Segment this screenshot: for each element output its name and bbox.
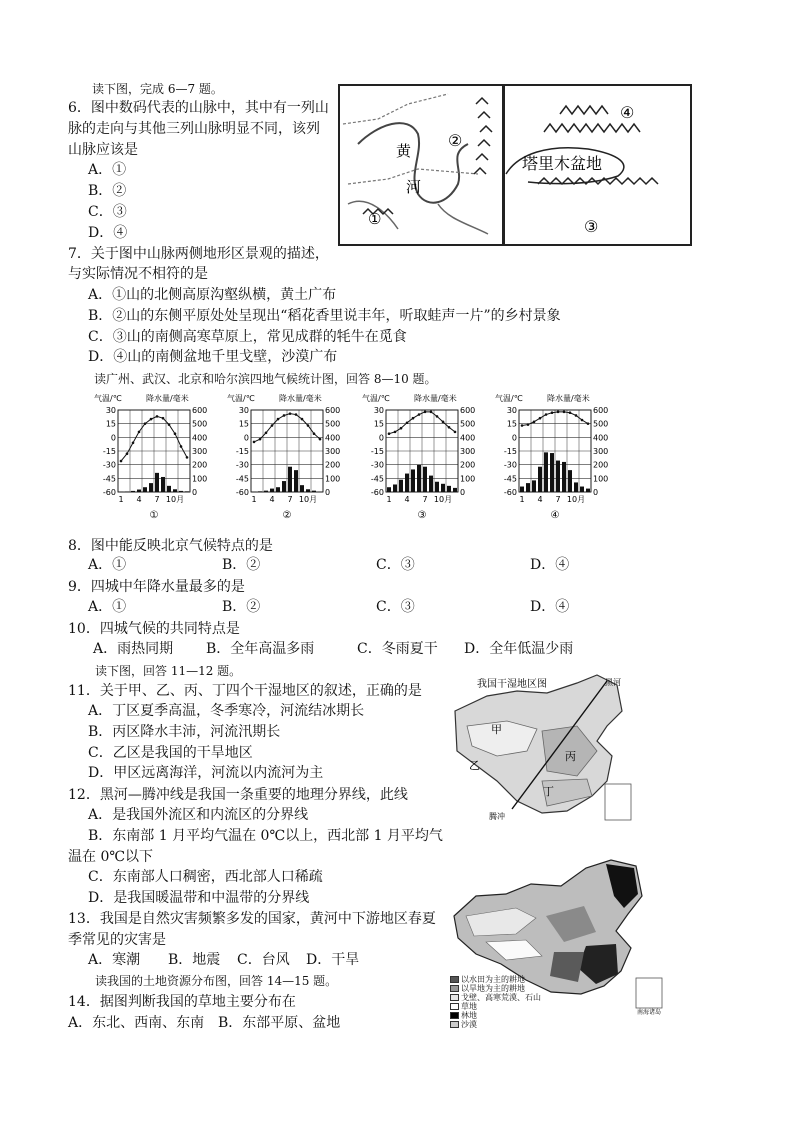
- section-intro-8-10: 读广州、武汉、北京和哈尔滨四地气候统计图，回答 8—10 题。: [94, 372, 437, 386]
- temp-point: [539, 417, 542, 420]
- precip-bar: [586, 489, 590, 492]
- temp-point: [319, 438, 322, 441]
- map1-basin-label: 塔里木盆地: [522, 154, 603, 173]
- q12-option-c[interactable]: C．东南部人口稠密，西北部人口稀疏: [88, 869, 323, 885]
- temp-axis-label: 气温/℃: [495, 394, 523, 403]
- section-intro-6-7: 读下图，完成 6—7 题。: [92, 82, 223, 96]
- temp-point: [289, 412, 292, 415]
- q8-option-d[interactable]: D．④: [530, 557, 570, 573]
- q14-stem: 14．据图判断我国的草地主要分布在: [68, 994, 296, 1010]
- precip-bar: [520, 487, 524, 492]
- precip-axis-label: 降水量/毫米: [279, 394, 322, 403]
- q10-option-d[interactable]: D．全年低温少雨: [464, 641, 574, 657]
- q14-option-b[interactable]: B．东部平原、盆地: [218, 1015, 341, 1031]
- precip-tick-label: 600: [325, 406, 341, 415]
- precip-bar: [300, 485, 304, 492]
- temp-point: [545, 413, 548, 416]
- q6-stem-line2: 脉的走向与其他三列山脉明显不同，该列: [68, 121, 320, 137]
- q12-option-a[interactable]: A．是我国外流区和内流区的分界线: [88, 807, 309, 823]
- temp-axis-label: 气温/℃: [362, 394, 390, 403]
- q10-stem: 10．四城气候的共同特点是: [68, 621, 240, 637]
- chart-id-label: ②: [282, 510, 292, 521]
- q14-option-a[interactable]: A．东北、西南、东南: [68, 1015, 205, 1031]
- precip-tick-label: 300: [460, 447, 476, 456]
- temp-tick-label: 15: [105, 419, 116, 429]
- map3-inset-label: 南海诸岛: [637, 1009, 662, 1016]
- precip-bar: [155, 473, 159, 492]
- precip-bar: [143, 487, 147, 492]
- precip-bar: [161, 477, 165, 492]
- q12-option-b-line2[interactable]: 温在 0℃以下: [68, 849, 154, 865]
- precip-bar: [276, 487, 280, 492]
- precip-bar: [538, 467, 542, 492]
- mountain-map-figure: [338, 84, 692, 246]
- q12-option-b-line1[interactable]: B．东南部 1 月平均气温在 0℃以上，西北部 1 月平均气: [88, 828, 443, 844]
- legend-item-forest: 林地: [450, 1011, 541, 1020]
- precip-bar: [435, 482, 439, 492]
- temp-point: [581, 419, 584, 422]
- temp-point: [156, 415, 159, 418]
- map2-region-ding: 丁: [543, 785, 554, 798]
- x-tick-label: 7: [287, 495, 293, 504]
- precip-bar: [411, 469, 415, 492]
- precip-bar: [137, 490, 141, 492]
- q7-option-c[interactable]: C．③山的南侧高寒草原上，常见成群的牦牛在觅食: [88, 329, 407, 345]
- precip-bar: [270, 489, 274, 492]
- precip-tick-label: 400: [325, 433, 341, 443]
- precip-bar: [312, 491, 316, 492]
- temp-point: [180, 445, 183, 448]
- temp-point: [412, 417, 415, 420]
- x-tick-label: 10月: [165, 495, 185, 504]
- legend-item-sand: 沙漠: [450, 1020, 541, 1029]
- map2-heihe-label: 黑河: [605, 678, 621, 687]
- q6-option-a[interactable]: A．①: [88, 162, 127, 178]
- precip-bar: [185, 491, 189, 492]
- x-tick-label: 7: [422, 495, 428, 504]
- q11-option-a[interactable]: A．丁区夏季高温，冬季寒冷，河流结冰期长: [88, 703, 365, 719]
- q7-option-b[interactable]: B．②山的东侧平原处处呈现出“稻花香里说丰年，听取蛙声一片”的乡村景象: [88, 308, 561, 324]
- climate-chart-3: [362, 392, 486, 522]
- x-tick-label: 4: [404, 495, 410, 504]
- precip-tick-label: 0: [192, 488, 198, 497]
- precip-tick-label: 100: [593, 474, 609, 484]
- section-intro-14-15: 读我国的土地资源分布图，回答 14—15 题。: [95, 974, 338, 988]
- map2-region-jia: 甲: [491, 723, 502, 736]
- q7-stem-line2: 与实际情况不相符的是: [68, 266, 208, 282]
- map1-label-he: 河: [406, 178, 422, 196]
- precip-tick-label: 100: [460, 474, 476, 484]
- temp-tick-label: -15: [503, 447, 517, 456]
- q13-option-d[interactable]: D．干旱: [306, 952, 360, 968]
- section-intro-11-12: 读下图，回答 11—12 题。: [95, 664, 242, 678]
- temp-point: [150, 418, 153, 421]
- q11-stem: 11．关于甲、乙、丙、丁四个干湿地区的叙述，正确的是: [68, 683, 422, 699]
- temp-point: [551, 411, 554, 414]
- temp-tick-label: -45: [503, 474, 517, 484]
- map2-region-yi: 乙: [469, 759, 480, 772]
- precip-bar: [550, 453, 554, 492]
- temp-point: [126, 452, 129, 455]
- map3-legend: [450, 975, 541, 1029]
- x-tick-label: 10月: [566, 495, 586, 504]
- precip-tick-label: 100: [325, 474, 341, 484]
- temp-tick-label: 0: [511, 433, 517, 443]
- q6-stem-line3: 山脉应该是: [68, 142, 138, 158]
- q6-stem-line1: 6．图中数码代表的山脉中，其中有一列山: [68, 100, 329, 116]
- q8-option-a[interactable]: A．①: [88, 557, 127, 573]
- temp-point: [265, 431, 268, 434]
- precip-bar: [179, 491, 183, 492]
- precip-tick-label: 600: [593, 406, 609, 415]
- x-tick-label: 10月: [433, 495, 453, 504]
- legend-item-dryland: 以旱地为主的耕地: [450, 984, 541, 993]
- temp-point: [120, 460, 123, 463]
- precip-tick-label: 100: [192, 474, 208, 484]
- precip-tick-label: 200: [460, 460, 476, 470]
- precip-tick-label: 500: [593, 419, 609, 429]
- temp-point: [430, 411, 433, 414]
- temp-point: [533, 421, 536, 424]
- precip-tick-label: 400: [460, 433, 476, 443]
- q6-option-d[interactable]: D．④: [88, 225, 128, 241]
- x-tick-label: 4: [537, 495, 543, 504]
- precip-bar: [258, 491, 262, 492]
- chart-id-label: ①: [149, 510, 159, 521]
- q13-option-b[interactable]: B．地震: [168, 952, 221, 968]
- x-tick-label: 1: [251, 495, 257, 504]
- precip-bar: [532, 480, 536, 492]
- map1-label-n2: ②: [448, 131, 463, 150]
- precip-bar: [131, 491, 135, 492]
- map1-label-huang: 黄: [396, 142, 412, 160]
- precip-tick-label: 300: [325, 447, 341, 456]
- temp-point: [253, 441, 256, 444]
- temp-tick-label: 15: [238, 419, 249, 429]
- x-tick-label: 10月: [298, 495, 318, 504]
- precip-axis-label: 降水量/毫米: [547, 394, 590, 403]
- precip-bar: [441, 484, 445, 492]
- temp-point: [418, 413, 421, 416]
- q7-option-d[interactable]: D．④山的南侧盆地千里戈壁，沙漠广布: [88, 349, 338, 365]
- precip-bar: [447, 486, 451, 492]
- precip-bar: [574, 482, 578, 492]
- temp-point: [138, 431, 141, 434]
- x-tick-label: 1: [386, 495, 392, 504]
- legend-item-paddy: 以水田为主的耕地: [450, 975, 541, 984]
- temp-point: [448, 426, 451, 429]
- temp-tick-label: 30: [373, 406, 384, 415]
- map2-tengchong-label: 腾冲: [489, 812, 505, 821]
- map1-label-n4: ④: [620, 103, 635, 122]
- precip-bar: [580, 487, 584, 492]
- precip-tick-label: 200: [192, 460, 208, 470]
- temp-tick-label: 0: [243, 433, 249, 443]
- temp-tick-label: -30: [503, 460, 517, 470]
- temp-tick-label: -45: [370, 474, 384, 484]
- temp-point: [406, 421, 409, 424]
- precip-bar: [167, 486, 171, 492]
- precip-tick-label: 600: [192, 406, 208, 415]
- precip-tick-label: 500: [192, 419, 208, 429]
- temp-tick-label: -30: [370, 460, 384, 470]
- precip-tick-label: 0: [460, 488, 466, 497]
- q6-option-c[interactable]: C．③: [88, 204, 127, 220]
- precip-bar: [526, 483, 530, 492]
- q11-option-b[interactable]: B．丙区降水丰沛，河流汛期长: [88, 724, 281, 740]
- precip-bar: [429, 476, 433, 492]
- temp-point: [271, 424, 274, 427]
- q9-option-a[interactable]: A．①: [88, 599, 127, 615]
- q12-option-d[interactable]: D．是我国暖温带和中温带的分界线: [88, 890, 310, 906]
- q9-stem: 9．四城中年降水量最多的是: [68, 579, 245, 595]
- x-tick-label: 7: [555, 495, 561, 504]
- x-tick-label: 7: [154, 495, 160, 504]
- map1-label-n1: ①: [368, 210, 382, 228]
- q13-option-a[interactable]: A．寒潮: [88, 952, 141, 968]
- temp-tick-label: 30: [238, 406, 249, 415]
- temp-point: [259, 438, 262, 441]
- precip-bar: [562, 462, 566, 492]
- temp-point: [283, 414, 286, 417]
- temp-tick-label: -60: [102, 488, 116, 497]
- q13-stem-line1: 13．我国是自然灾害频繁多发的国家，黄河中下游地区春夏: [68, 911, 436, 927]
- temp-point: [295, 413, 298, 416]
- x-tick-label: 4: [269, 495, 275, 504]
- precip-bar: [173, 489, 177, 492]
- temp-point: [388, 432, 391, 435]
- climate-chart-1: [94, 392, 218, 522]
- temp-point: [557, 411, 560, 414]
- precip-tick-label: 500: [460, 419, 476, 429]
- temp-point: [301, 418, 304, 421]
- q13-stem-line2: 季常见的灾害是: [68, 932, 166, 948]
- precip-bar: [393, 484, 397, 492]
- temp-point: [132, 442, 135, 445]
- temp-tick-label: -15: [102, 447, 116, 456]
- temp-point: [442, 421, 445, 424]
- temp-axis-label: 气温/℃: [94, 394, 122, 403]
- temp-tick-label: -60: [235, 488, 249, 497]
- q11-option-d[interactable]: D．甲区远离海洋，河流以内流河为主: [88, 765, 324, 781]
- map2-region-bing: 丙: [565, 750, 576, 763]
- temp-tick-label: -15: [235, 447, 249, 456]
- temp-point: [307, 424, 310, 427]
- precip-bar: [544, 452, 548, 492]
- map1-label-n3: ③: [584, 217, 599, 236]
- climate-chart-2: [227, 392, 351, 522]
- temp-tick-label: 15: [506, 419, 517, 429]
- precip-tick-label: 500: [325, 419, 341, 429]
- precip-tick-label: 0: [325, 488, 331, 497]
- x-tick-label: 1: [118, 495, 124, 504]
- precip-tick-label: 300: [192, 447, 208, 456]
- x-tick-label: 4: [136, 495, 142, 504]
- precip-bar: [294, 470, 298, 492]
- temp-tick-label: 30: [506, 406, 517, 415]
- precip-bar: [399, 480, 403, 492]
- q9-option-c[interactable]: C．③: [376, 599, 415, 615]
- precip-tick-label: 400: [593, 433, 609, 443]
- precip-bar: [417, 465, 421, 492]
- precip-bar: [405, 474, 409, 492]
- precip-axis-label: 降水量/毫米: [414, 394, 457, 403]
- q7-option-a[interactable]: A．①山的北侧高原沟壑纵横，黄土广布: [88, 287, 337, 303]
- precip-tick-label: 200: [593, 460, 609, 470]
- precip-bar: [423, 467, 427, 492]
- temp-tick-label: -45: [235, 474, 249, 484]
- precip-bar: [556, 461, 560, 492]
- precip-axis-label: 降水量/毫米: [146, 394, 189, 403]
- temp-axis-label: 气温/℃: [227, 394, 255, 403]
- legend-item-grassland: 草地: [450, 1002, 541, 1011]
- chart-id-label: ③: [417, 510, 427, 521]
- temp-tick-label: -30: [102, 460, 116, 470]
- chart-id-label: ④: [550, 510, 560, 521]
- q12-stem: 12．黑河—腾冲线是我国一条重要的地理分界线，此线: [68, 787, 408, 803]
- precip-tick-label: 200: [325, 460, 341, 470]
- temp-point: [575, 414, 578, 417]
- precip-tick-label: 300: [593, 447, 609, 456]
- q10-option-c[interactable]: C．冬雨夏干: [357, 641, 438, 657]
- temp-tick-label: -45: [102, 474, 116, 484]
- temp-point: [168, 423, 171, 426]
- precip-tick-label: 400: [192, 433, 208, 443]
- temp-point: [454, 431, 457, 434]
- precip-bar: [387, 487, 391, 492]
- legend-item-desert-rock: 戈壁、高寒荒漠、石山: [450, 993, 541, 1002]
- temp-point: [394, 431, 397, 434]
- temp-point: [569, 411, 572, 414]
- q8-option-b[interactable]: B．②: [222, 557, 261, 573]
- temp-tick-label: -30: [235, 460, 249, 470]
- temp-point: [521, 424, 524, 427]
- temp-tick-label: 30: [105, 406, 116, 415]
- temp-point: [186, 456, 189, 459]
- temp-point: [144, 422, 147, 425]
- temp-point: [424, 411, 427, 414]
- temp-point: [563, 411, 566, 414]
- temp-point: [527, 423, 530, 426]
- precip-bar: [453, 488, 457, 492]
- temp-point: [313, 432, 316, 435]
- precip-bar: [125, 491, 129, 492]
- temp-tick-label: -60: [503, 488, 517, 497]
- temp-point: [277, 418, 280, 421]
- q10-option-a[interactable]: A．雨热同期: [93, 641, 174, 657]
- temp-point: [400, 427, 403, 430]
- temp-tick-label: -60: [370, 488, 384, 497]
- q7-stem-line1: 7．关于图中山脉两侧地形区景观的描述，: [68, 246, 329, 262]
- temp-tick-label: 0: [378, 433, 384, 443]
- q8-stem: 8．图中能反映北京气候特点的是: [68, 538, 273, 554]
- q11-option-c[interactable]: C．乙区是我国的干旱地区: [88, 745, 253, 761]
- climate-chart-4: [495, 392, 619, 522]
- temp-tick-label: -15: [370, 447, 384, 456]
- map2-title: 我国干湿地区图: [477, 679, 547, 690]
- temp-tick-label: 0: [110, 433, 116, 443]
- temp-point: [436, 415, 439, 418]
- temp-point: [162, 417, 165, 420]
- dry-wet-map-figure: [447, 671, 647, 843]
- x-tick-label: 1: [519, 495, 525, 504]
- precip-bar: [264, 491, 268, 492]
- precip-tick-label: 600: [460, 406, 476, 415]
- precip-bar: [149, 483, 153, 492]
- q10-option-b[interactable]: B．全年高温多雨: [206, 641, 315, 657]
- temp-point: [587, 422, 590, 425]
- q8-option-c[interactable]: C．③: [376, 557, 415, 573]
- precip-bar: [282, 481, 286, 492]
- temp-tick-label: 15: [373, 419, 384, 429]
- precip-bar: [568, 470, 572, 492]
- temp-point: [174, 432, 177, 435]
- q13-option-c[interactable]: C．台风: [237, 952, 290, 968]
- precip-bar: [306, 489, 310, 492]
- precip-bar: [288, 467, 292, 492]
- q6-option-b[interactable]: B．②: [88, 183, 127, 199]
- q9-option-d[interactable]: D．④: [530, 599, 570, 615]
- q9-option-b[interactable]: B．②: [222, 599, 261, 615]
- precip-tick-label: 0: [593, 488, 599, 497]
